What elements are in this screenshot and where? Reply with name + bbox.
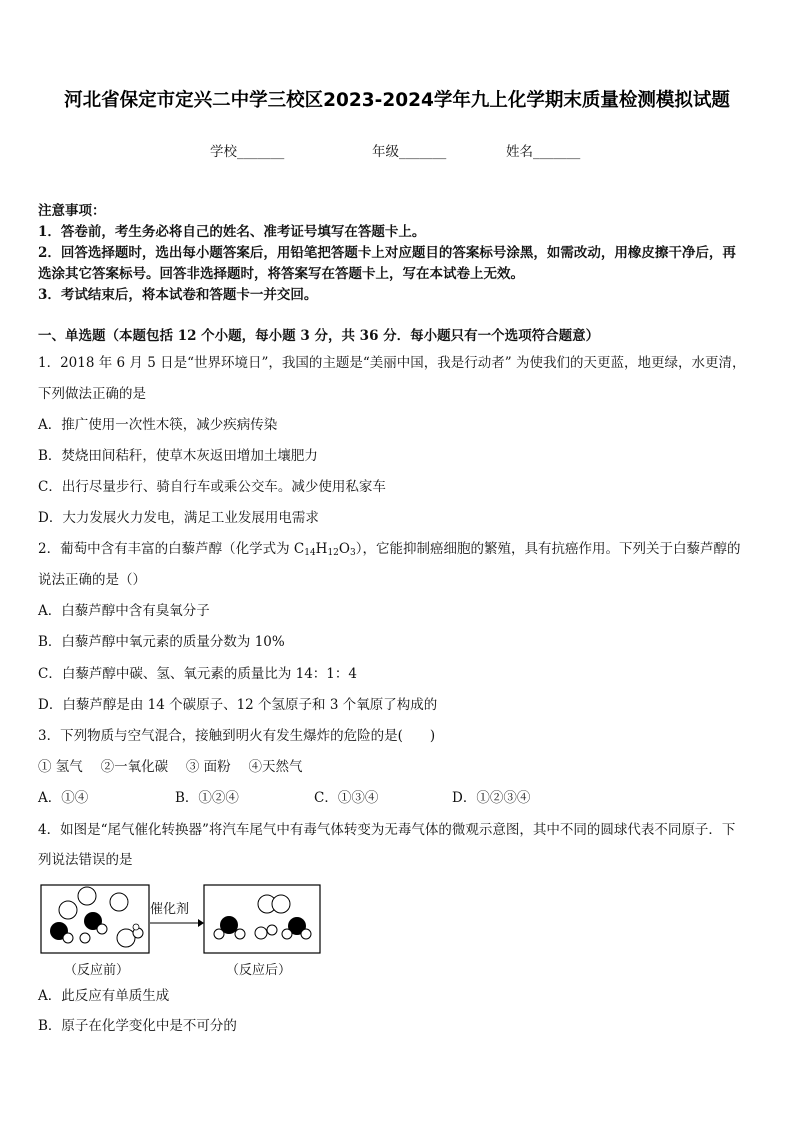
notice-heading: 注意事项： bbox=[38, 203, 106, 219]
catalyst-label: 催化剂 bbox=[150, 902, 190, 917]
q3-option-c[interactable]: C．①③④ bbox=[314, 790, 379, 806]
q4-option-a[interactable]: A．此反应有单质生成 bbox=[38, 988, 170, 1004]
notice-item-2-line-2: 选涂其它答案标号。回答非选择题时，将答案写在答题卡上，写在本试卷上无效。 bbox=[38, 266, 524, 282]
atom-white bbox=[59, 901, 77, 919]
q2-option-b[interactable]: B．白藜芦醇中氧元素的质量分数为 10% bbox=[38, 634, 285, 650]
atom-white bbox=[117, 929, 135, 947]
q2-stem-line-1 bbox=[38, 539, 740, 559]
q3-items: ① 氢气 ②一氧化碳 ③ 面粉 ④天然气 bbox=[38, 759, 303, 775]
page-title: 河北省保定市定兴二中学三校区2023-2024学年九上化学期末质量检测模拟试题 bbox=[64, 90, 730, 111]
q1-option-b[interactable]: B．焚烧田间秸秆，使草木灰返田增加土壤肥力 bbox=[38, 448, 318, 464]
q2-sub-c: 14 bbox=[304, 548, 316, 558]
notice-item-2-line-1: 2．回答选择题时，选出每小题答案后，用铅笔把答题卡上对应题目的答案标号涂黑，如需改动，用橡皮擦干净后，再 bbox=[38, 245, 736, 261]
notice-item-3: 3．考试结束后，将本试卷和答题卡一并交回。 bbox=[38, 287, 318, 303]
atom-tiny-white bbox=[133, 924, 139, 930]
q1-stem-line-2: 下列做法正确的是 bbox=[38, 386, 146, 402]
q2-option-d[interactable]: D．白藜芦醇是由 14 个碳原子、12 个氢原子和 3 个氧原了构成的 bbox=[38, 697, 438, 713]
q2-stem-h: H bbox=[315, 541, 328, 557]
q2-stem-post: ），它能抑制癌细胞的繁殖，具有抗癌作用。下列关于白藜芦醇的 bbox=[355, 541, 741, 557]
q4-option-b[interactable]: B．原子在化学变化中是不可分的 bbox=[38, 1018, 237, 1034]
atom-small-white bbox=[255, 927, 267, 939]
q1-option-c[interactable]: C．出行尽量步行、骑自行车或乘公交车。减少使用私家车 bbox=[38, 479, 386, 495]
q3-option-d[interactable]: D．①②③④ bbox=[452, 790, 531, 806]
q4-stem-line-1: 4．如图是“尾气催化转换器”将汽车尾气中有毒气体转变为无毒气体的微观示意图，其中不同的圆球代表不同原子．下 bbox=[38, 822, 736, 838]
q2-stem-o: O bbox=[338, 541, 350, 557]
arrow-head bbox=[198, 919, 204, 927]
atom-small-white bbox=[282, 929, 292, 939]
atom-white bbox=[272, 895, 290, 913]
atom-white bbox=[78, 887, 96, 905]
q2-option-a[interactable]: A．白藜芦醇中含有臭氧分子 bbox=[38, 603, 210, 619]
q2-stem-pre: 2．葡萄中含有丰富的白藜芦醇（化学式为 C bbox=[38, 541, 305, 557]
notice-item-1: 1．答卷前，考生务必将自己的姓名、准考证号填写在答题卡上。 bbox=[38, 224, 426, 240]
atom-white bbox=[110, 893, 128, 911]
atom-small-white bbox=[97, 924, 107, 934]
q4-stem-line-2: 列说法错误的是 bbox=[38, 852, 133, 868]
q1-option-d[interactable]: D．大力发展火力发电，满足工业发展用电需求 bbox=[38, 510, 319, 526]
atom-small-white bbox=[63, 933, 73, 943]
grade-field[interactable]: 年级_______ bbox=[372, 144, 447, 160]
q2-sub-o: 3 bbox=[349, 548, 356, 558]
q2-stem-line-2: 说法正确的是（） bbox=[38, 572, 146, 588]
reaction-diagram bbox=[38, 882, 338, 986]
q2-sub-h: 12 bbox=[327, 548, 339, 558]
q1-option-a[interactable]: A．推广使用一次性木筷，减少疾病传染 bbox=[38, 417, 278, 433]
q3-stem: 3．下列物质与空气混合，接触到明火有发生爆炸的危险的是( ) bbox=[38, 728, 436, 744]
atom-small-white bbox=[214, 929, 224, 939]
before-label: （反应前） bbox=[64, 963, 130, 978]
school-field[interactable]: 学校_______ bbox=[210, 144, 285, 160]
atom-small-white bbox=[267, 925, 277, 935]
q1-stem-line-1: 1．2018 年 6 月 5 日是“世界环境日”，我国的主题是“美丽中国，我是行动者” 为使我们的天更蓝，地更绿，水更清， bbox=[38, 355, 746, 371]
section-heading: 一、单选题（本题包括 12 个小题，每小题 3 分，共 36 分．每小题只有一个选项符合题意） bbox=[38, 328, 600, 344]
atom-small-white bbox=[80, 933, 90, 943]
name-field[interactable]: 姓名_______ bbox=[506, 144, 581, 160]
student-info-row bbox=[0, 140, 794, 160]
q3-option-a[interactable]: A．①④ bbox=[38, 790, 89, 806]
q3-option-b[interactable]: B．①②④ bbox=[175, 790, 239, 806]
after-label: （反应后） bbox=[226, 963, 292, 978]
atom-small-white bbox=[235, 929, 245, 939]
atom-small-white bbox=[301, 929, 311, 939]
q2-option-c[interactable]: C．白藜芦醇中碳、氢、氧元素的质量比为 14：1：4 bbox=[38, 666, 357, 682]
